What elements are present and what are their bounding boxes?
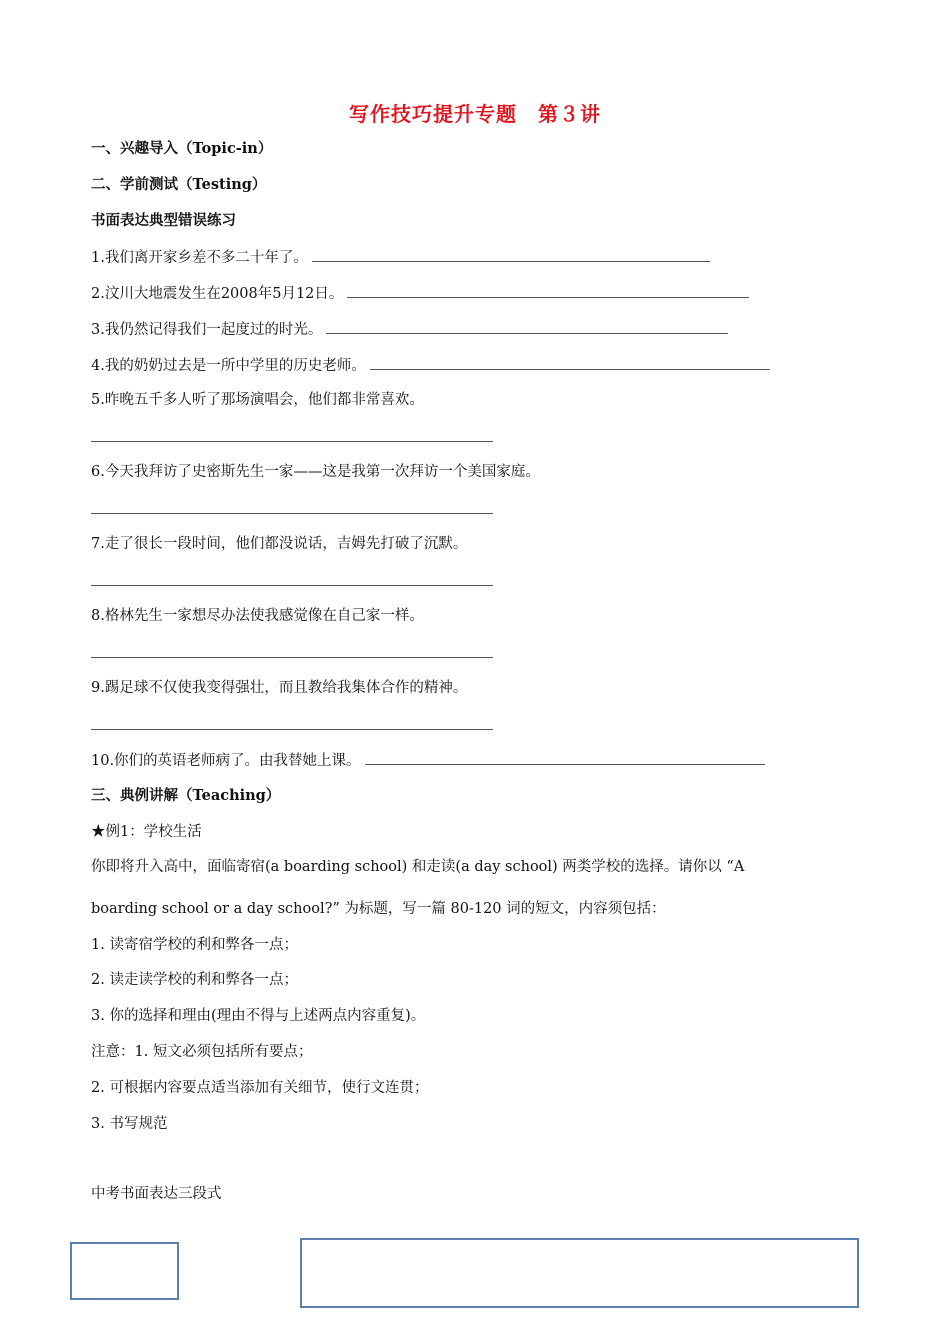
- question-8: 8.格林先生一家想尽办法使我感觉像在自己家一样。: [91, 608, 424, 624]
- question-10: 10.你们的英语老师病了。由我替她上课。: [91, 750, 765, 771]
- example-note-1: 注意：1. 短文必须包括所有要点；: [91, 1044, 313, 1060]
- answer-blank-10[interactable]: [365, 750, 765, 765]
- page-title: 写作技巧提升专题 第３讲: [349, 102, 601, 126]
- answer-line-8[interactable]: [91, 657, 493, 658]
- section-testing-subtitle: 书面表达典型错误练习: [91, 212, 236, 229]
- three-paragraph-heading: 中考书面表达三段式: [91, 1186, 222, 1202]
- section-testing: 二、学前测试（Testing）: [91, 176, 267, 193]
- example-prompt-line-1: 你即将升入高中，面临寄宿(a boarding school) 和走读(a day school) 两类学校的选择。请你以 “A: [91, 859, 745, 875]
- question-7: 7.走了很长一段时间，他们都没说话，吉姆先打破了沉默。: [91, 536, 468, 552]
- diagram-box-right: [300, 1238, 859, 1308]
- answer-line-9[interactable]: [91, 729, 493, 730]
- diagram-box-left: [70, 1242, 179, 1300]
- example-note-2: 2. 可根据内容要点适当添加有关细节，使行文连贯；: [91, 1080, 429, 1096]
- question-6: 6.今天我拜访了史密斯先生一家——这是我第一次拜访一个美国家庭。: [91, 464, 540, 480]
- answer-line-6[interactable]: [91, 513, 493, 514]
- section-teaching: 三、典例讲解（Teaching）: [91, 787, 281, 804]
- question-9: 9.踢足球不仅使我变得强壮，而且教给我集体合作的精神。: [91, 680, 468, 696]
- answer-blank-3[interactable]: [326, 319, 728, 334]
- question-4: 4.我的奶奶过去是一所中学里的历史老师。: [91, 355, 770, 376]
- answer-blank-1[interactable]: [312, 247, 710, 262]
- answer-line-5[interactable]: [91, 441, 493, 442]
- answer-line-7[interactable]: [91, 585, 493, 586]
- example-heading: ★例1：学校生活: [91, 824, 202, 840]
- example-point-2: 2. 读走读学校的利和弊各一点；: [91, 972, 298, 988]
- example-point-3: 3. 你的选择和理由(理由不得与上述两点内容重复)。: [91, 1008, 426, 1024]
- example-point-1: 1. 读寄宿学校的利和弊各一点；: [91, 937, 298, 953]
- question-2: 2.汶川大地震发生在2008年5月12日。: [91, 283, 749, 304]
- answer-blank-4[interactable]: [370, 355, 770, 370]
- question-5: 5.昨晚五千多人听了那场演唱会，他们都非常喜欢。: [91, 392, 424, 408]
- section-topic-in: 一、兴趣导入（Topic-in）: [91, 140, 273, 157]
- answer-blank-2[interactable]: [347, 283, 749, 298]
- question-3: 3.我仍然记得我们一起度过的时光。: [91, 319, 728, 340]
- question-1: 1.我们离开家乡差不多二十年了。: [91, 247, 710, 268]
- example-note-3: 3. 书写规范: [91, 1116, 168, 1132]
- example-prompt-line-2: boarding school or a day school?” 为标题，写一篇 80-120 词的短文，内容须包括：: [91, 901, 666, 917]
